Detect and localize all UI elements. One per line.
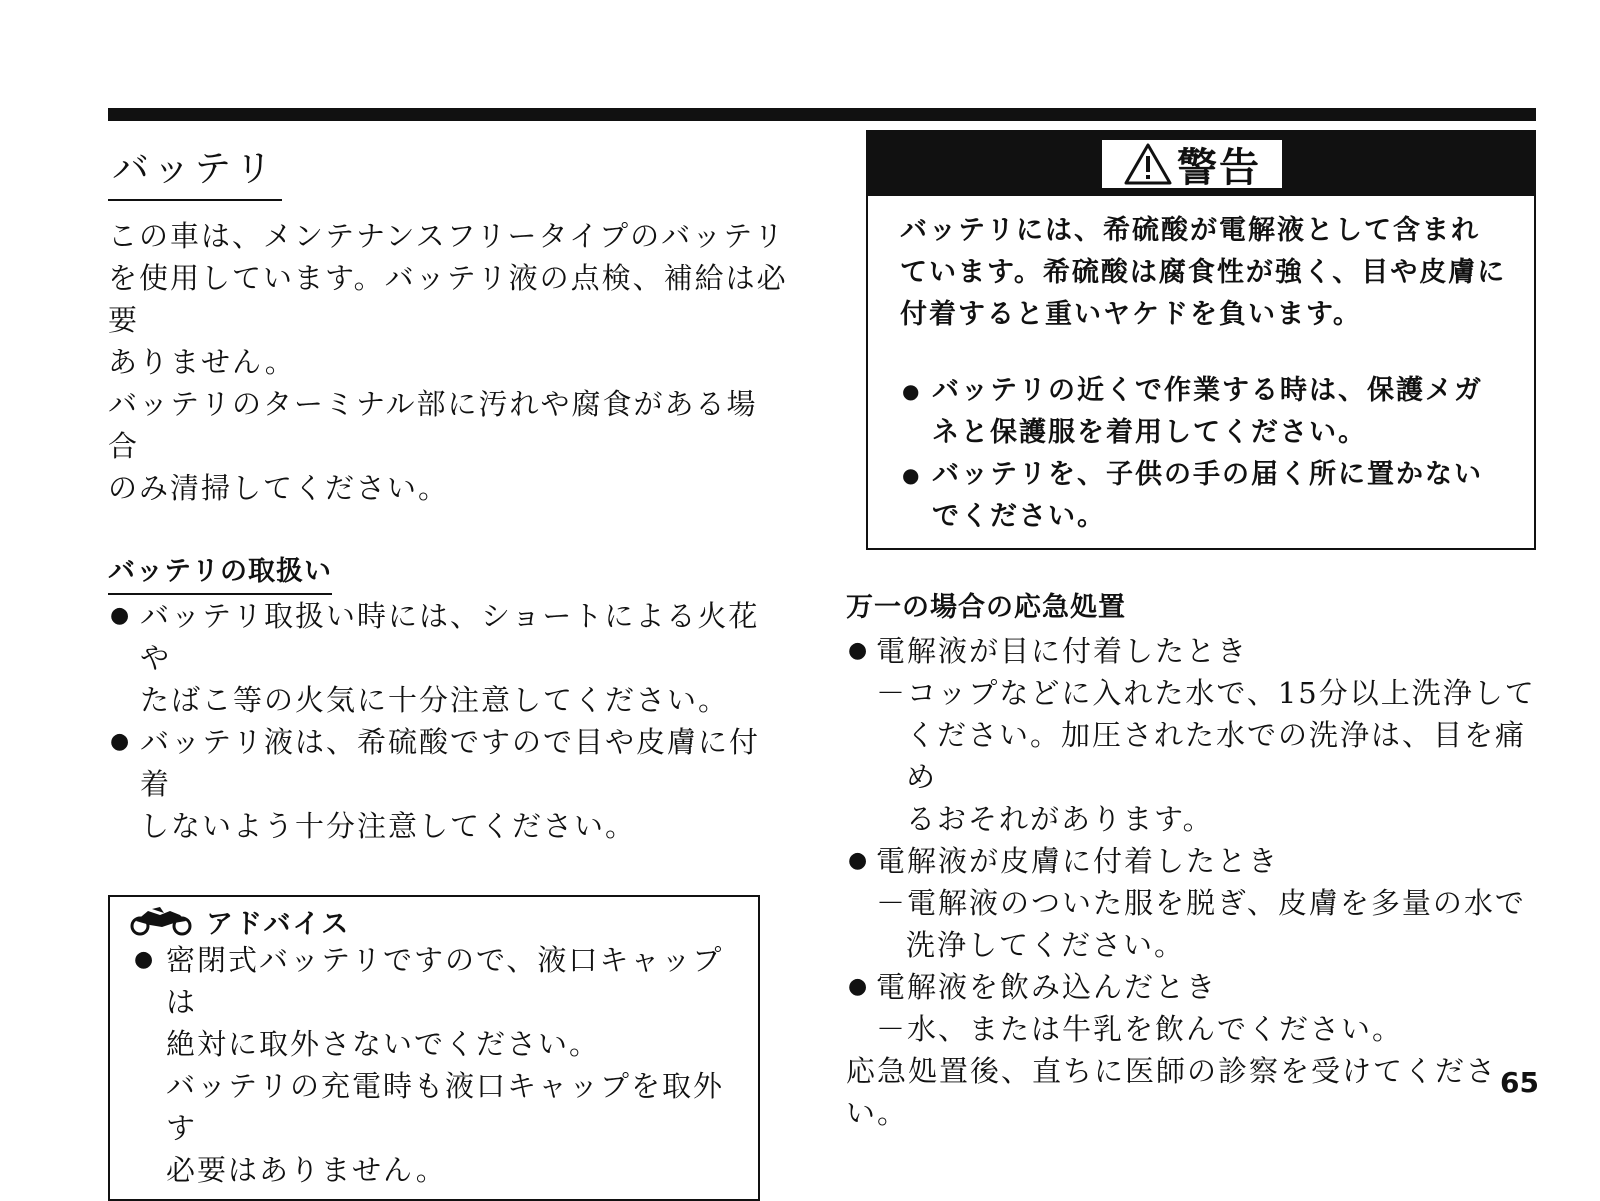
list-item: ● 密閉式バッテリですので、液口キャップは 絶対に取外さないでください。 バッテリの充電時も液口キャップを取外す 必要はありません。 <box>130 939 750 1191</box>
first-aid-action: －コップなどに入れた水で、15分以上洗浄して ください。加圧された水での洗浄は、目を痛め るおそれがあります。 <box>876 676 1536 836</box>
first-aid-condition: ● 電解液が皮膚に付着したとき <box>846 840 1536 882</box>
right-column <box>846 130 1536 1134</box>
first-aid-action: －電解液のついた服を脱ぎ、皮膚を多量の水で 洗浄してください。 <box>876 886 1526 962</box>
first-aid-item <box>846 630 1536 840</box>
left-column <box>108 145 788 1201</box>
advice-header <box>130 903 750 939</box>
warning-label-text: 警告 <box>1177 144 1261 191</box>
warning-text: バッテリには、希硫酸が電解液として含まれ ています。希硫酸は腐食性が強く、目や皮膚に 付着すると重いヤケドを負います。 <box>900 215 1507 330</box>
advice-title: アドバイス <box>206 908 351 940</box>
first-aid-item <box>846 840 1536 966</box>
section-title: バッテリ <box>108 145 282 201</box>
warning-triangle-icon <box>1123 142 1173 186</box>
warning-body <box>868 196 1534 548</box>
advice-list <box>130 939 750 1191</box>
motorcycle-icon <box>130 905 194 937</box>
first-aid-condition: ● 電解液を飲み込んだとき <box>846 966 1536 1008</box>
top-rule <box>108 108 1536 121</box>
list-item: ● バッテリ取扱い時には、ショートによる火花や たばこ等の火気に十分注意してください。 <box>108 595 788 721</box>
list-item: ● バッテリを、子供の手の届く所に置かない でください。 <box>900 454 1514 538</box>
list-item: ● バッテリの近くで作業する時は、保護メガ ネと保護服を着用してください。 <box>900 370 1514 454</box>
warning-header <box>868 132 1534 196</box>
list-item: ● バッテリ液は、希硫酸ですので目や皮膚に付着 しないよう十分注意してください。 <box>108 721 788 847</box>
handling-list <box>108 595 788 847</box>
first-aid-item <box>846 966 1536 1050</box>
first-aid-condition: ● 電解液が目に付着したとき <box>846 630 1536 672</box>
first-aid-footer: 応急処置後、直ちに医師の診察を受けてください。 <box>846 1054 1498 1130</box>
warning-list <box>900 370 1514 538</box>
warning-label <box>1100 138 1284 190</box>
warning-box <box>866 130 1536 550</box>
first-aid-title: 万一の場合の応急処置 <box>846 592 1126 623</box>
handling-heading: バッテリの取扱い <box>108 551 332 595</box>
intro-paragraph: この車は、メンテナンスフリータイプのバッテリ を使用しています。バッテリ液の点検、補給は必要 ありません。 バッテリのターミナル部に汚れや腐食がある場合 のみ清掃してください。 <box>108 219 788 505</box>
first-aid-action: －水、または牛乳を飲んでください。 <box>876 1012 1404 1046</box>
advice-box <box>108 895 760 1201</box>
first-aid-section <box>846 586 1536 1134</box>
page-number: 65 <box>1500 1066 1539 1099</box>
